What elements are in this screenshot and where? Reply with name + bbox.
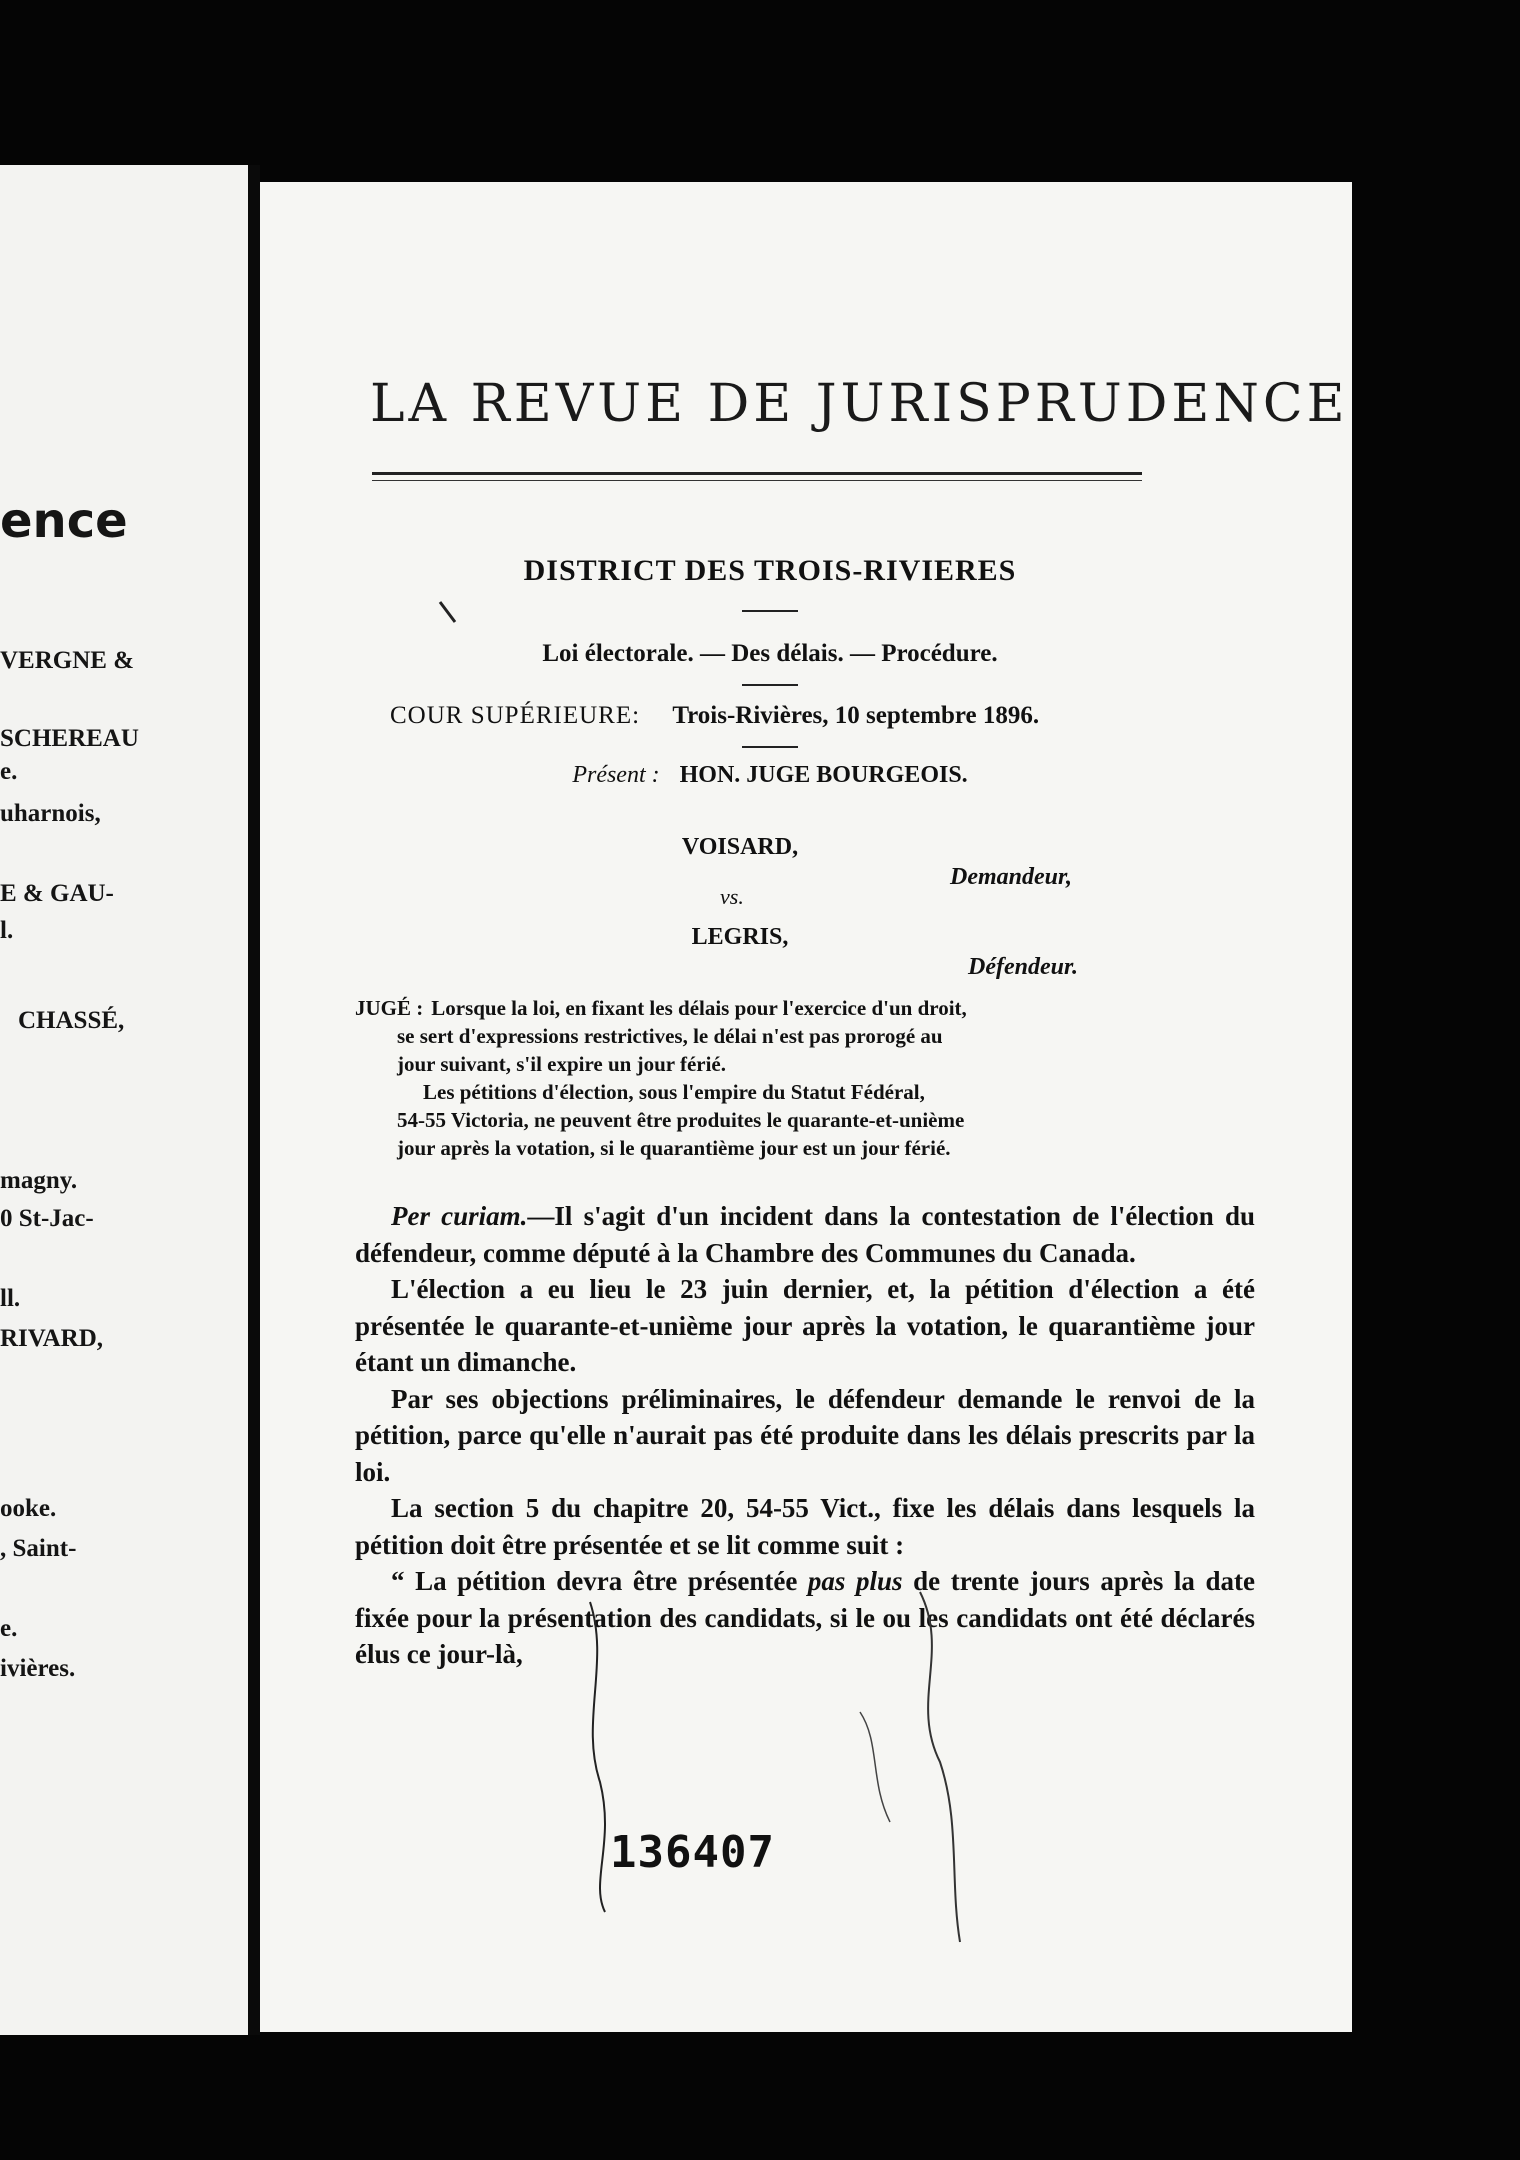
left-page-fragment: 0 St-Jac- xyxy=(0,1205,94,1232)
left-page-fragment: ivières. xyxy=(0,1655,76,1682)
holding-line: Lorsque la loi, en fixant les délais pour l'exercice d'un droit, xyxy=(431,996,967,1020)
left-page-fragment: ooke. xyxy=(0,1495,57,1522)
judge-name: HON. JUGE BOURGEOIS. xyxy=(679,762,968,788)
paragraph-text: —Il s'agit d'un incident dans la contestation de l'élection du défendeur, comme député à la Chambre des Communes du Canada. xyxy=(355,1201,1256,1268)
left-page-fragment: ll. xyxy=(0,1285,21,1312)
plaintiff-name: VOISARD, xyxy=(681,834,799,860)
court-name: COUR SUPÉRIEURE: xyxy=(390,702,641,729)
paragraph: La section 5 du chapitre 20, 54-55 Vict., fixe les délais dans lesquels la pétition doit être présentée et se lit comme suit : xyxy=(355,1493,1255,1560)
paragraph-text: “ La pétition devra être présentée xyxy=(391,1566,808,1596)
per-curiam-lead: Per curiam. xyxy=(391,1201,528,1231)
left-page-fragment: , Saint- xyxy=(0,1535,77,1562)
defendant-role: Défendeur. xyxy=(968,954,1078,980)
film-scratches xyxy=(260,182,1352,2032)
emphasis-text: pas plus xyxy=(807,1566,903,1596)
left-page-fragment: l. xyxy=(0,917,14,944)
journal-title: LA REVUE DE JURISPRUDENCE xyxy=(370,374,1349,434)
versus: vs. xyxy=(720,884,744,909)
left-page-fragment: CHASSÉ, xyxy=(18,1007,125,1034)
holding-line: Les pétitions d'élection, sous l'empire du Statut Fédéral, xyxy=(423,1080,925,1104)
left-page-fragment: e. xyxy=(0,1615,18,1642)
left-page-fragment: e. xyxy=(0,758,18,785)
left-page-fragment: VERGNE & xyxy=(0,647,135,674)
paragraph-text: de trente jours après la date fixée pour la présentation des candidats, si le ou les candidats ont été déclarés élus ce jour-là, xyxy=(355,1566,1255,1669)
holding-line: jour après la votation, si le quarantième jour est un jour férié. xyxy=(397,1136,951,1160)
left-page-fragment: E & GAU- xyxy=(0,880,114,907)
district-heading: DISTRICT DES TROIS-RIVIERES xyxy=(523,554,1017,587)
archive-stamp-number: 136407 xyxy=(610,1827,775,1878)
book-gutter xyxy=(248,165,260,2035)
holding-line: jour suivant, s'il expire un jour férié. xyxy=(397,1052,727,1076)
main-page xyxy=(260,182,1352,2032)
left-page-fragment: uharnois, xyxy=(0,800,101,827)
left-page-heading: ence xyxy=(0,493,128,549)
left-page-fragment: magny. xyxy=(0,1167,78,1194)
court-location-date: Trois-Rivières, 10 septembre 1896. xyxy=(672,702,1040,729)
holding-line: 54-55 Victoria, ne peuvent être produites le quarante-et-unième xyxy=(397,1108,965,1132)
holding-line: se sert d'expressions restrictives, le délai n'est pas prorogé au xyxy=(397,1024,943,1048)
subject-line: Loi électorale. — Des délais. — Procédure. xyxy=(542,640,998,667)
plaintiff-role: Demandeur, xyxy=(950,864,1073,890)
left-page-fragment: RIVARD, xyxy=(0,1325,104,1352)
present-label: Présent : xyxy=(572,762,660,788)
holding-label: JUGÉ : xyxy=(355,996,424,1020)
left-page-fragment: SCHEREAU xyxy=(0,725,139,752)
defendant-name: LEGRIS, xyxy=(691,924,789,950)
paragraph: Par ses objections préliminaires, le défendeur demande le renvoi de la pétition, parce qu'elle n'aurait pas été produite dans les délais prescrits par la loi. xyxy=(355,1383,1255,1487)
left-facing-page xyxy=(0,165,248,2035)
paragraph: L'élection a eu lieu le 23 juin dernier, et, la pétition d'élection a été présentée le quarante-et-unième jour après la votation, le quarantième jour étant un dimanche. xyxy=(355,1274,1255,1377)
